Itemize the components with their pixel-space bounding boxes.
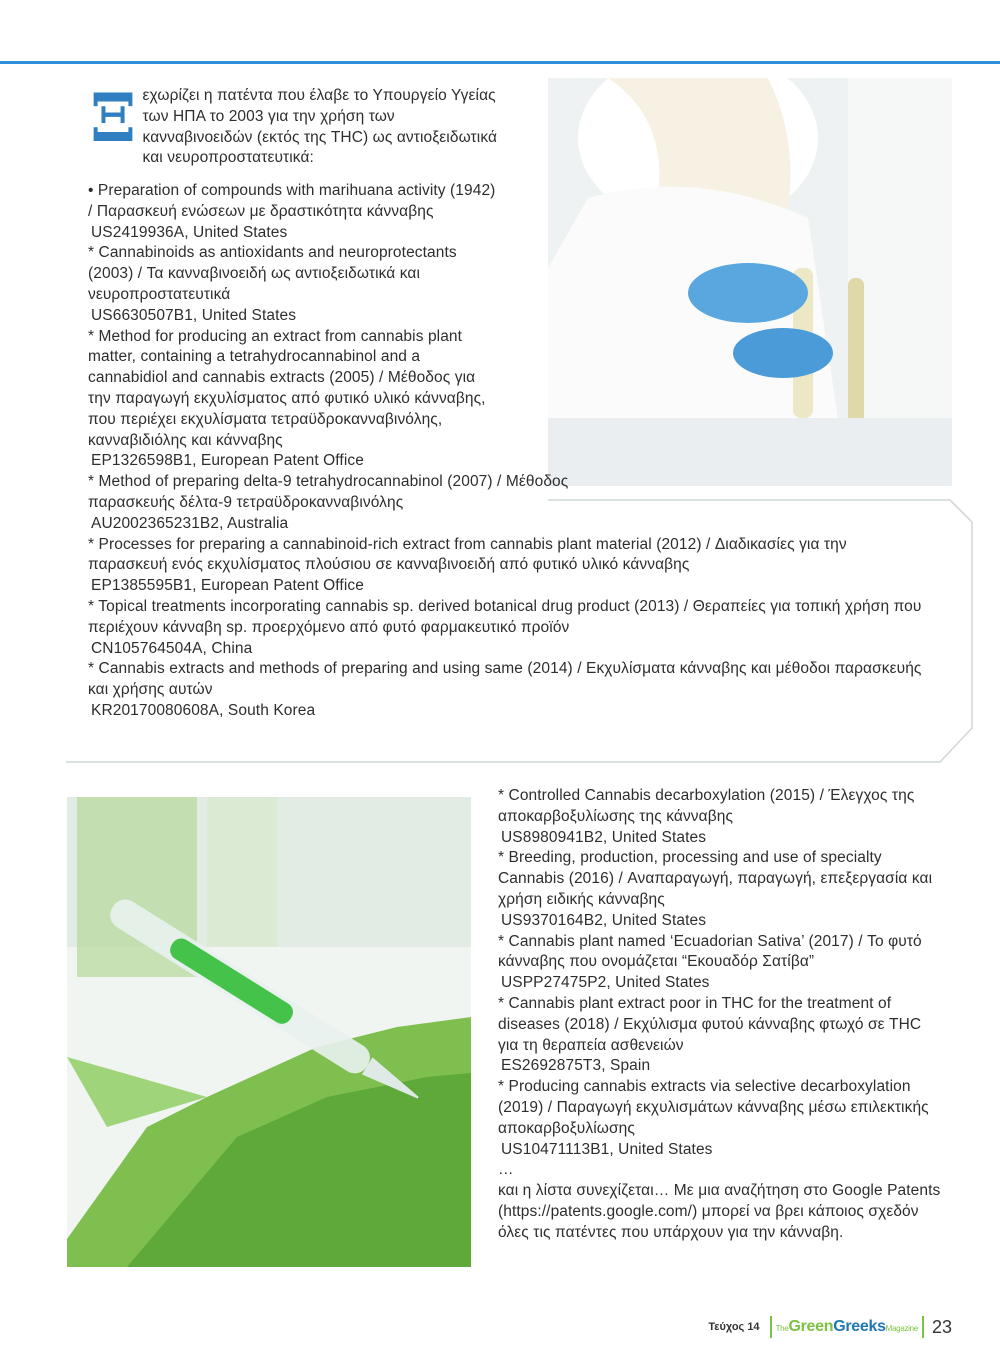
patent-title: * Cannabis extracts and methods of preparing and using same (2014) / Εκχυλίσματα κάνναβης και μέθοδοι παρασκευής και χρήσης αυτών: [88, 660, 922, 699]
patent-code: US6630507B1, United States: [91, 306, 297, 324]
patent-title: * Cannabis plant extract poor in THC for the treatment of diseases (2018) / Εκχύλισμα φυτού κάνναβης φτωχό σε THC για τη θεραπεία ασθενειών: [498, 994, 922, 1054]
magazine-logo: [776, 1318, 918, 1336]
list-item: [498, 994, 946, 1077]
patent-title: * Method of preparing delta-9 tetrahydrocannabinol (2007) / Μέθοδος παρασκευής δέλτα-9 τετραϋδροκανναβινόλης: [88, 473, 569, 511]
patent-list-bottom: [498, 786, 946, 1244]
list-item: [498, 848, 946, 931]
issue-label: Τεύχος 14: [708, 1321, 760, 1333]
drop-cap: Ξ: [90, 79, 137, 157]
page-number: 23: [931, 1316, 952, 1337]
list-item: [498, 932, 946, 994]
patent-title: * Cannabis plant named ‘Ecuadorian Sativa’ (2017) / Το φυτό κάνναβης που ονομάζεται “Εκουαδόρ Σατίβα”: [498, 932, 922, 971]
intro-paragraph: [90, 79, 500, 169]
logo-the: The: [775, 1324, 789, 1333]
page-footer: [708, 1314, 952, 1340]
patent-code: CN105764504A, China: [91, 639, 253, 657]
patent-code: US8980941B2, United States: [501, 828, 707, 846]
patent-title: • Preparation of compounds with marihuana activity (1942) / Παρασκευή ενώσεων με δραστικότητα κάνναβης: [88, 182, 496, 220]
patent-title: * Method for producing an extract from cannabis plant matter, containing a tetrahydrocannabinol and a cannabidiol and cannabis extracts (2005) / Μέθοδος για την παραγωγή εκχυλίσματος από φυτικό υλικό κάνναβης, που περιέχει εκχυλίσματα τετραϋδροκανναβινόλης, κανναβιδιόλης και κάνναβης: [88, 327, 486, 449]
list-item: [498, 786, 946, 848]
pipette-photo-illustration: [67, 797, 471, 1267]
logo-magazine: Magazine: [885, 1324, 918, 1333]
patent-title: * Cannabinoids as antioxidants and neuroprotectants (2003) / Τα κανναβινοειδή ως αντιοξειδωτικά και νευροπροστατευτικά: [88, 244, 457, 303]
list-item: [498, 1077, 946, 1160]
ellipsis: …: [498, 1161, 514, 1179]
patent-title: * Processes for preparing a cannabinoid-rich extract from cannabis plant material (2012) / Διαδικασίες για την παρασκευή ενός εκχυλίσματος πλούσιου σε κανναβινοειδή από φυτικό υλικό κάνναβης: [88, 535, 847, 574]
list-item: [88, 181, 500, 243]
list-item: [88, 472, 588, 534]
pipette-cannabis-leaf-photo: [67, 797, 471, 1267]
patent-code: EP1385595B1, European Patent Office: [91, 577, 364, 595]
patent-title: * Breeding, production, processing and use of specialty Cannabis (2016) / Αναπαραγωγή, παραγωγή, επεξεργασία και χρήση ειδικής κάνναβης: [498, 849, 933, 908]
list-item: [88, 659, 926, 721]
patent-code: EP1326598B1, European Patent Office: [91, 452, 364, 470]
patent-code: KR20170080608A, South Korea: [91, 701, 316, 719]
patent-code: US9370164B2, United States: [501, 911, 707, 929]
list-item: [88, 327, 500, 473]
patent-code: AU2002365231B2, Australia: [91, 514, 289, 532]
footer-divider: [770, 1316, 772, 1338]
patent-code: ES2692875T3, Spain: [501, 1057, 651, 1075]
patent-title: * Topical treatments incorporating cannabis sp. derived botanical drug product (2013) / Θεραπείες για τοπική χρήση που περιέχουν κάνναβη sp. προερχόμενο από φυτό φαρμακευτικό προϊόν: [88, 597, 922, 636]
logo-greeks: Greeks: [833, 1318, 886, 1335]
intro-text: εχωρίζει η πατέντα που έλαβε το Υπουργείο Υγείας των ΗΠΑ το 2003 για την χρήση των κανναβινοειδών (εκτός της THC) ως αντιοξειδωτικά και νευροπροστατευτικά:: [142, 87, 498, 167]
list-item: [88, 243, 500, 326]
patent-code: USPP27475P2, United States: [501, 974, 710, 992]
closing-paragraph: και η λίστα συνεχίζεται… Με μια αναζήτηση στο Google Patents (https://patents.google.com/) μπορεί να βρει κάποιος σχεδόν όλες τις πατέντες που υπάρχουν για την κάνναβη.: [498, 1182, 941, 1241]
list-item: [88, 597, 926, 659]
logo-green: Green: [788, 1318, 834, 1335]
list-item: [88, 535, 926, 597]
patent-title: * Controlled Cannabis decarboxylation (2015) / Έλεγχος της αποκαρβοξυλίωσης της κάνναβης: [498, 787, 915, 825]
patent-title: * Producing cannabis extracts via selective decarboxylation (2019) / Παραγωγή εκχυλισμάτων κάνναβης μέσω επιλεκτικής αποκαρβοξυλίωσης: [498, 1078, 929, 1137]
footer-divider: [922, 1316, 924, 1338]
patent-code: US2419936A, United States: [91, 223, 288, 241]
patent-list-top: [88, 181, 926, 722]
patent-code: US10471113B1, United States: [501, 1140, 713, 1158]
